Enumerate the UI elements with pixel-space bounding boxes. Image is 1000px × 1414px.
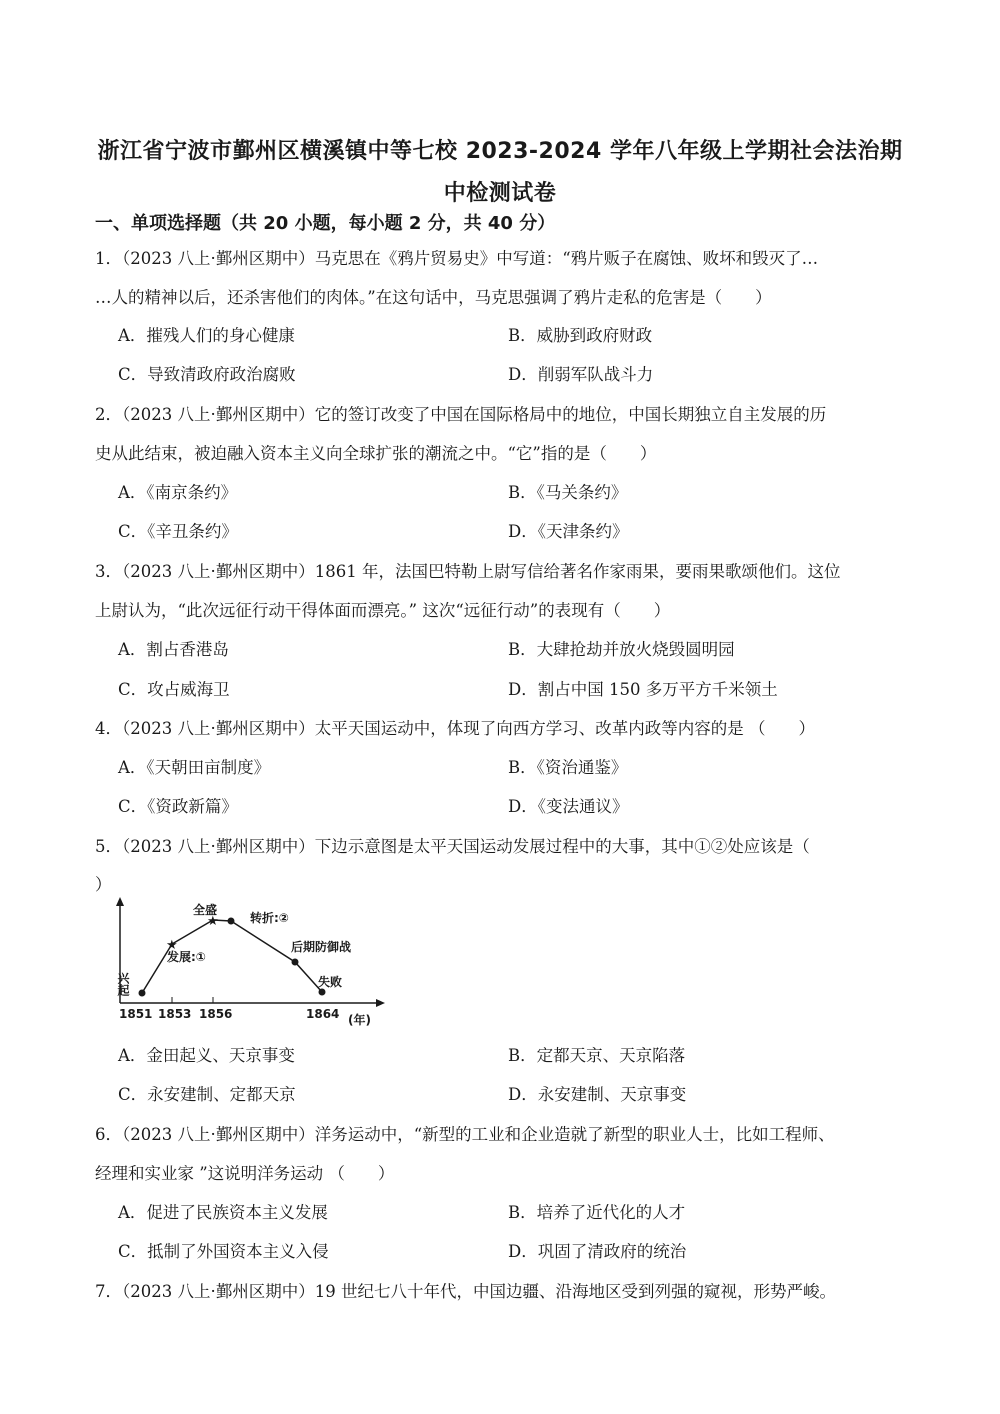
question-4-option-b: B．《资治通鉴》 [508, 758, 628, 777]
point-rise [139, 990, 146, 997]
question-3-option-b: B．大肆抢劫并放火烧毁圆明园 [508, 640, 735, 659]
question-1-option-d: D．削弱军队战斗力 [508, 365, 654, 384]
question-4-option-d: D．《变法通议》 [508, 797, 629, 816]
question-5-option-a: A．金田起义、天京事变 [118, 1046, 295, 1065]
question-5-option-b: B．定都天京、天京陷落 [508, 1046, 686, 1065]
question-5-option-c: C．永安建制、定都天京 [118, 1085, 296, 1104]
question-1-stem-line2: …人的精神以后，还杀害他们的肉体。”在这句话中，马克思强调了鸦片走私的危害是（ ） [95, 288, 772, 307]
label-fail: 失败 [318, 975, 343, 989]
question-3-option-d: D．割占中国 150 多万平方千米领土 [508, 680, 778, 699]
question-2-option-b: B．《马关条约》 [508, 483, 628, 502]
question-3-option-c: C．攻占威海卫 [118, 680, 230, 699]
question-6-option-d: D．巩固了清政府的统治 [508, 1242, 687, 1261]
question-2-stem-line2: 史从此结束，被迫融入资本主义向全球扩张的潮流之中。“它”指的是（ ） [95, 444, 657, 463]
question-2-option-c: C．《辛丑条约》 [118, 522, 238, 541]
year-1856: 1856 [199, 1007, 233, 1021]
question-4-stem-line1: 4．（2023 八上·鄞州区期中）太平天国运动中，体现了向西方学习、改革内政等内容的是 （ ） [95, 719, 815, 738]
question-1-option-a: A．摧残人们的身心健康 [118, 326, 295, 345]
point-defense [292, 959, 299, 966]
question-6-option-b: B．培养了近代化的人才 [508, 1203, 686, 1222]
question-4-option-a: A．《天朝田亩制度》 [118, 758, 271, 777]
page-title-line2: 中检测试卷 [443, 181, 557, 206]
question-5-stem-line2: ） [95, 875, 112, 894]
page-title-line1: 浙江省宁波市鄞州区横溪镇中等七校 2023-2024 学年八年级上学期社会法治期 [97, 139, 903, 164]
question-6-stem-line2: 经理和实业家 ”这说明洋务运动 （ ） [95, 1164, 395, 1183]
question-6-option-a: A．促进了民族资本主义发展 [118, 1203, 328, 1222]
year-1864: 1864 [306, 1007, 340, 1021]
point-fail [319, 989, 326, 996]
question-4-option-c: C．《资政新篇》 [118, 797, 238, 816]
question-3-stem-line1: 3．（2023 八上·鄞州区期中）1861 年，法国巴特勒上尉写信给著名作家雨果，要雨果歌颂他们。这位 [95, 562, 841, 581]
question-3-option-a: A．割占香港岛 [118, 640, 229, 659]
x-axis-arrow [376, 999, 385, 1007]
point-turn [228, 918, 235, 925]
question-1-stem-line1: 1．（2023 八上·鄞州区期中）马克思在《鸦片贸易史》中写道：“鸦片贩子在腐蚀、败坏和毁灭了… [95, 249, 819, 268]
taiping-timeline-diagram [110, 893, 390, 1028]
question-2-option-a: A．《南京条约》 [118, 483, 238, 502]
question-7-stem-line1: 7．（2023 八上·鄞州区期中）19 世纪七八十年代，中国边疆、沿海地区受到列强的窥视，形势严峻。 [95, 1282, 836, 1301]
question-1-option-c: C．导致清政府政治腐败 [118, 365, 296, 384]
year-1851: 1851 [119, 1007, 153, 1021]
question-5-stem-line1: 5．（2023 八上·鄞州区期中）下边示意图是太平天国运动发展过程中的大事，其中①②处应该是（ [95, 837, 810, 856]
year-1853: 1853 [158, 1007, 192, 1021]
label-develop: 发展:① [167, 950, 206, 964]
question-2-stem-line1: 2．（2023 八上·鄞州区期中）它的签订改变了中国在国际格局中的地位，中国长期独立自主发展的历 [95, 405, 827, 424]
star-develop-icon: ★ [166, 938, 178, 953]
star-peak-icon: ★ [207, 914, 219, 929]
label-peak: 全盛 [193, 903, 218, 917]
label-turn: 转折:② [250, 911, 289, 925]
label-rise: 兴起 [116, 972, 130, 996]
question-1-option-b: B．威胁到政府财政 [508, 326, 653, 345]
question-5-option-d: D．永安建制、天京事变 [508, 1085, 687, 1104]
question-3-stem-line2: 上尉认为，“此次远征行动干得体面而漂亮。” 这次“远征行动”的表现有（ ） [95, 601, 671, 620]
y-axis-arrow [116, 897, 124, 906]
question-2-option-d: D．《天津条约》 [508, 522, 629, 541]
question-6-option-c: C．抵制了外国资本主义入侵 [118, 1242, 329, 1261]
question-6-stem-line1: 6．（2023 八上·鄞州区期中）洋务运动中，“新型的工业和企业造就了新型的职业人士，比如工程师、 [95, 1125, 835, 1144]
label-defense: 后期防御战 [291, 940, 352, 954]
label-unit: (年) [348, 1013, 371, 1027]
section-heading: 一、单项选择题（共 20 小题，每小题 2 分，共 40 分） [95, 213, 556, 234]
